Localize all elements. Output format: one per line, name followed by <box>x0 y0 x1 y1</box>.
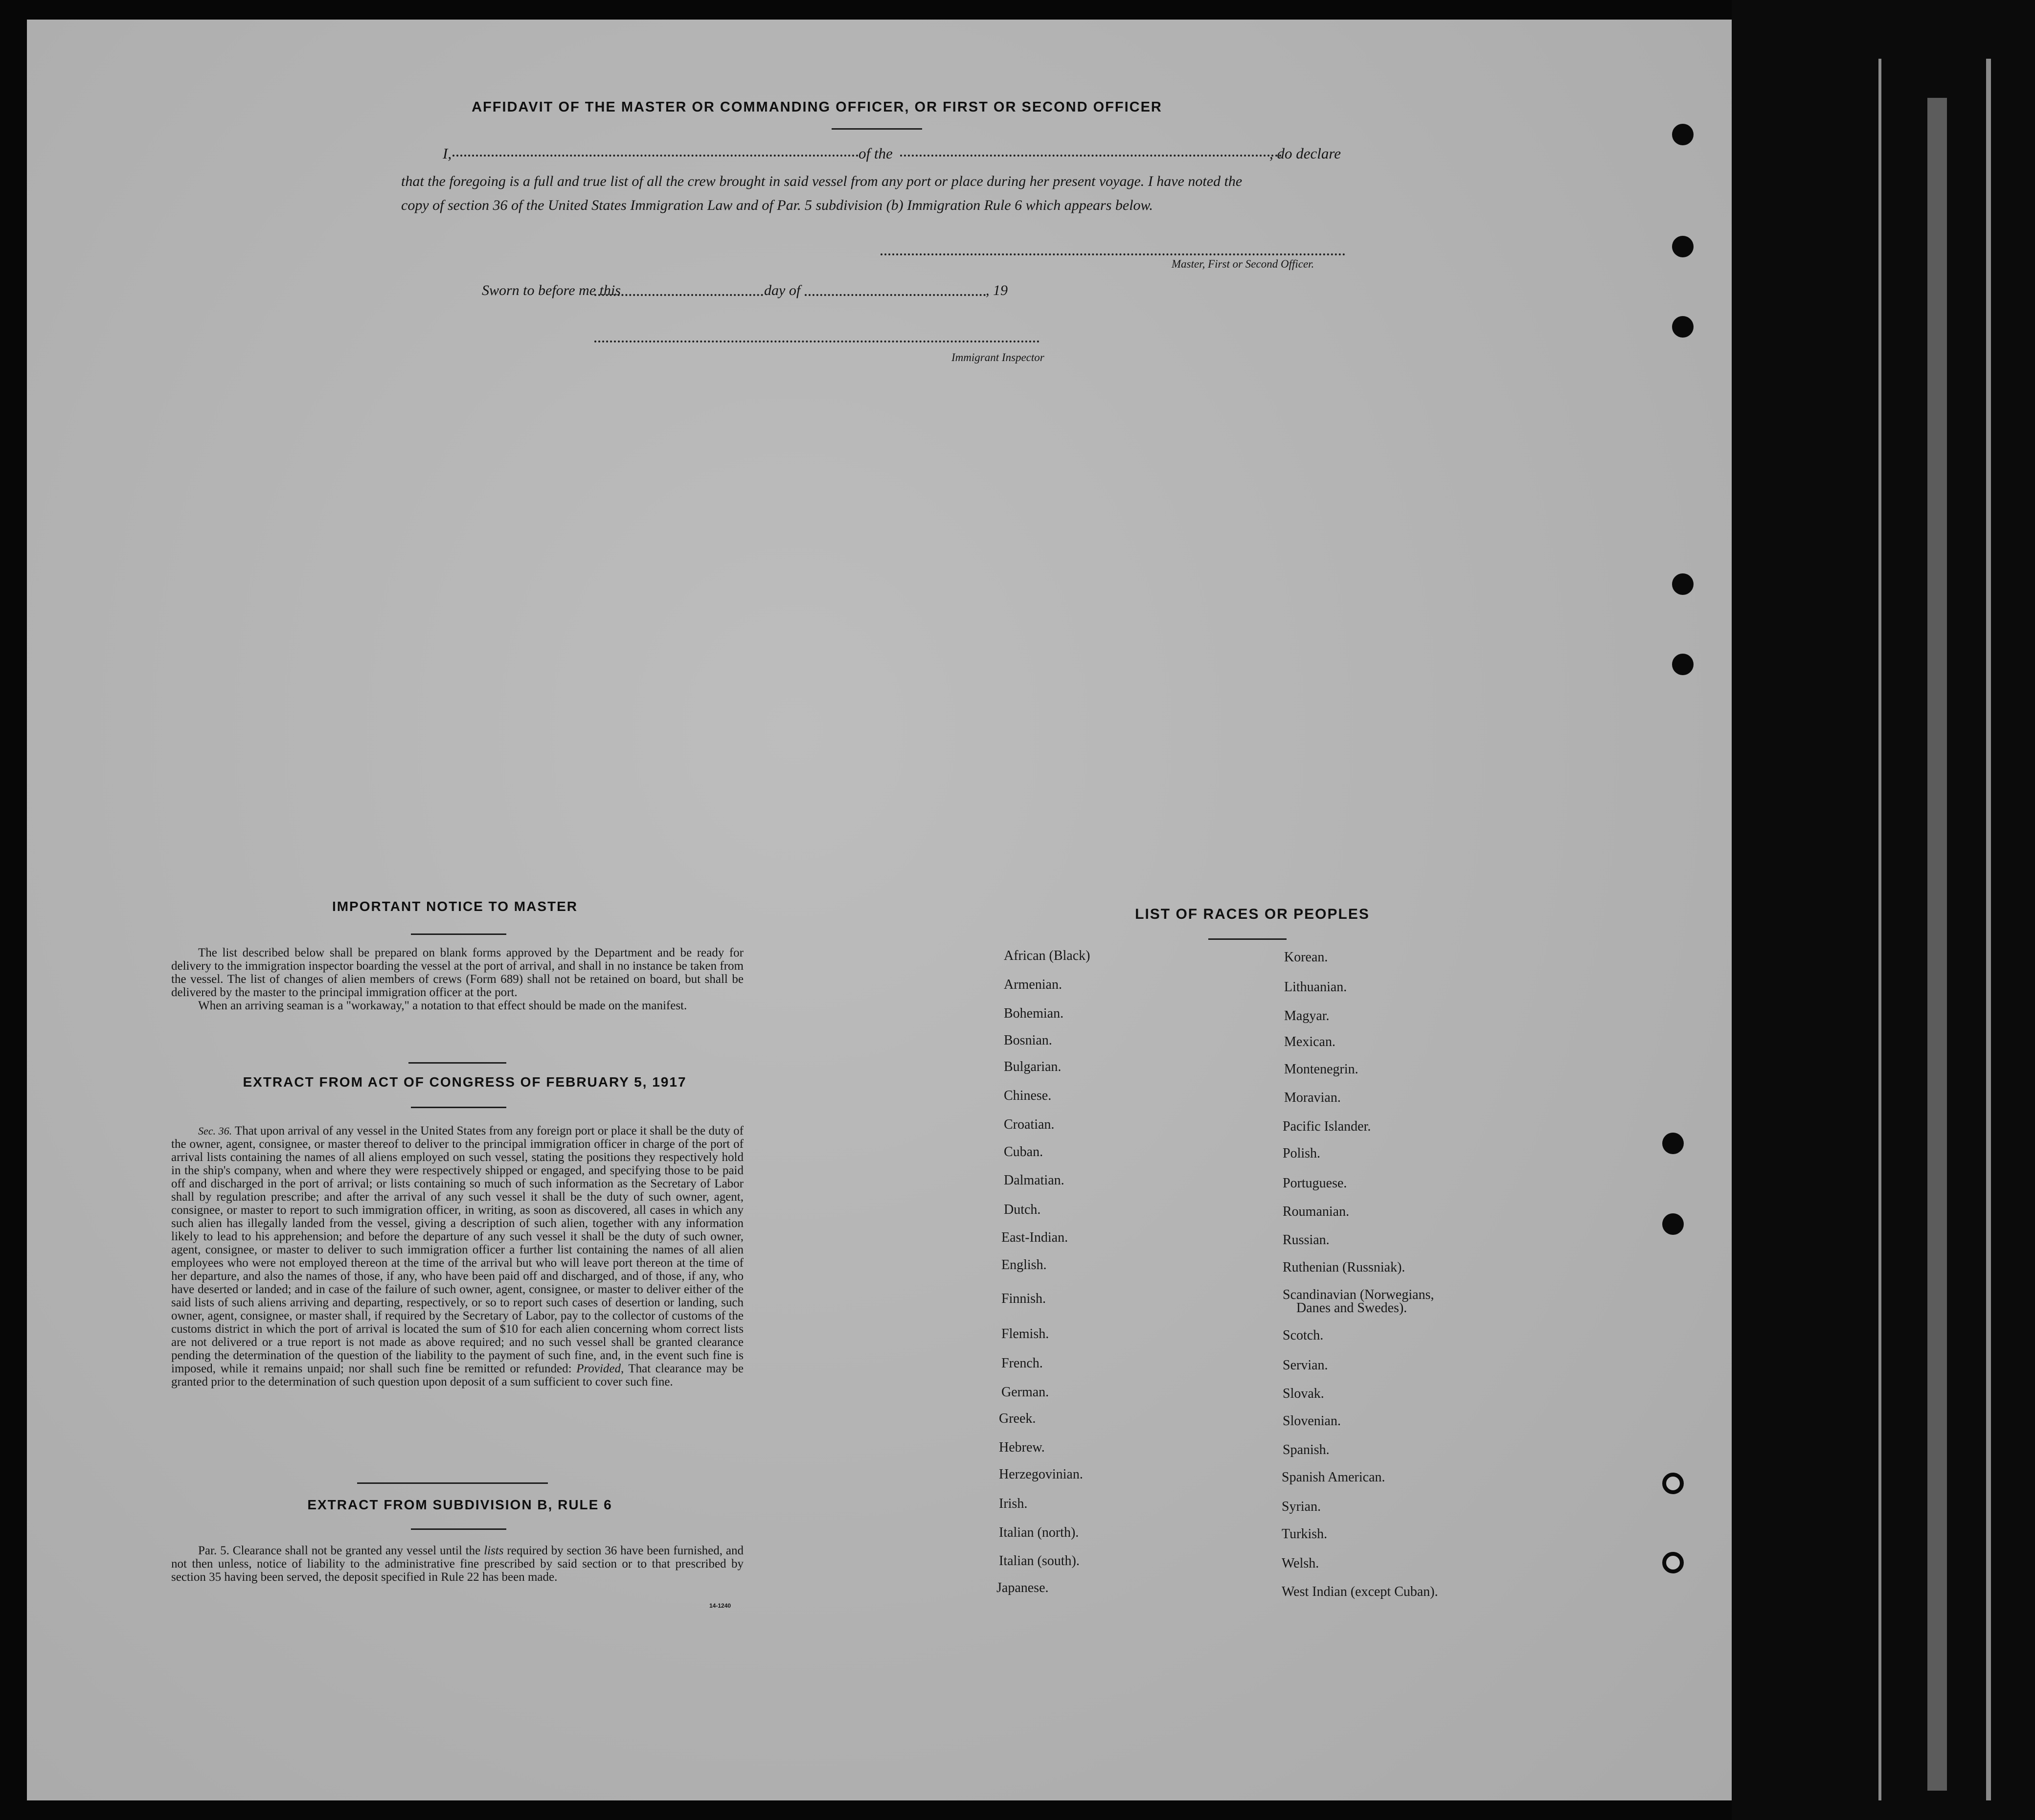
day-of-label: day of <box>764 282 801 298</box>
punch-hole <box>1672 316 1694 338</box>
race-item: Japanese. <box>996 1580 1049 1595</box>
race-item: Spanish. <box>1283 1442 1330 1457</box>
binding-edge <box>1732 0 2035 1820</box>
race-item: Danes and Swedes). <box>1296 1300 1407 1316</box>
provided-label: Provided, <box>576 1362 624 1375</box>
page-edge-line <box>1878 59 1881 1800</box>
punch-hole <box>1662 1552 1684 1573</box>
inspector-caption: Immigrant Inspector <box>951 351 1044 364</box>
race-item: Bohemian. <box>1004 1006 1064 1021</box>
year-label: , 19 <box>986 282 1008 298</box>
extract-act-body <box>171 1124 744 1388</box>
race-item: Moravian. <box>1284 1090 1341 1105</box>
race-item: Montenegrin. <box>1284 1062 1358 1077</box>
race-item: Dalmatian. <box>1004 1173 1064 1188</box>
race-item: Chinese. <box>1004 1088 1052 1103</box>
punch-hole <box>1662 1213 1684 1235</box>
title-rule <box>832 128 922 130</box>
notice-paragraph-2: When an arriving seaman is a "workaway," a notation to that effect should be made on the manifest. <box>198 999 687 1012</box>
extract-rule-rule <box>411 1528 506 1530</box>
race-item: East-Indian. <box>1001 1230 1068 1245</box>
extract-rule-body <box>171 1544 744 1584</box>
race-item: French. <box>1001 1356 1043 1371</box>
punch-hole <box>1672 236 1694 257</box>
race-item: Pacific Islander. <box>1283 1119 1371 1134</box>
race-item: Scotch. <box>1283 1328 1324 1343</box>
page-edge-band <box>1927 98 1947 1791</box>
race-item: Finnish. <box>1001 1291 1046 1306</box>
race-item: Syrian. <box>1282 1499 1321 1514</box>
race-item: Hebrew. <box>999 1440 1045 1455</box>
rule-text-part-1: Par. 5. Clearance shall not be granted any vessel until the <box>198 1544 481 1557</box>
race-item: Polish. <box>1283 1146 1321 1161</box>
extract-act-title: EXTRACT FROM ACT OF CONGRESS OF FEBRUARY 5, 1917 <box>243 1074 687 1090</box>
race-item: Greek. <box>999 1411 1036 1426</box>
race-item: Scandinavian (Norwegians, <box>1283 1287 1434 1302</box>
race-item: Korean. <box>1284 950 1328 965</box>
form-number: 14-1240 <box>709 1602 731 1609</box>
race-item: West Indian (except Cuban). <box>1282 1584 1438 1599</box>
race-item: Italian (south). <box>999 1553 1080 1569</box>
punch-hole <box>1672 654 1694 675</box>
race-item: Mexican. <box>1284 1034 1335 1049</box>
race-item: Irish. <box>999 1496 1028 1511</box>
race-item: Croatian. <box>1004 1117 1055 1132</box>
affidavit-line-2: that the foregoing is a full and true list of all the crew brought in said vessel from any port or place during her present voyage. I have noted the <box>401 173 1243 189</box>
race-item: Magyar. <box>1284 1008 1330 1024</box>
page-edge-line <box>1986 59 1991 1800</box>
section-label: Sec. 36. <box>198 1125 232 1137</box>
race-item: Italian (north). <box>999 1525 1079 1540</box>
race-item: Russian. <box>1283 1232 1330 1248</box>
rule-lists-word: lists <box>484 1544 504 1557</box>
affidavit-line-3: copy of section 36 of the United States Immigration Law and of Par. 5 subdivision (b) Immigration Rule 6 which appears below. <box>401 197 1153 213</box>
race-item: Herzegovinian. <box>999 1467 1083 1482</box>
punch-hole <box>1662 1133 1684 1154</box>
section-36-text: That upon arrival of any vessel in the United States from any foreign port or place it shall be the duty of the owner, agent, consignee, or master thereof to deliver to the principal immigration officer in charge of the port of arrival lists containing the names of all aliens employed on such vessel, stating the positions they respectively hold in the ship's company, when and where they were respectively shipped or engaged, and specifying those to be paid off and discharged in the port of arrival; or lists containing so much of such information as the Secretary of Labor shall by regulation prescribe; and after the arrival of any such vessel it shall be the duty of such owner, agent, consignee, or master to report to such immigration officer, in writing, as soon as discovered, all cases in which any such alien has illegally landed from the vessel, giving a description of such alien, together with any information likely to lead to his apprehension; and before the departure of any such vessel it shall be the duty of such owner, agent, consignee, or master to deliver to such immigration officer a further list containing the names of all alien employees who were not employed thereon at the time of the arrival but who will leave port thereon at the time of her departure, and also the names of those, if any, who have been paid off and discharged, and of those, if any, who have deserted or landed; and in case of the failure of such owner, agent, consignee, or master to deliver either of the said lists of such aliens arriving and departing, respectively, or so to report such cases of desertion or landing, such owner, agent, consignee, or master shall, if required by the Secretary of Labor, pay to the collector of customs of the customs district in which the port of arrival is located the sum of $10 for each alien concerning whom correct lists are not delivered or a true report is not made as above required; and no such vessel shall be granted clearance pending the determination of the question of the liability to the payment of such fine, and, in the event such fine is imposed, while it remains unpaid; nor shall such fine be remitted or refunded: <box>171 1124 744 1375</box>
race-item: Roumanian. <box>1283 1204 1350 1219</box>
affidavit-title: AFFIDAVIT OF THE MASTER OR COMMANDING OFFICER, OR FIRST OR SECOND OFFICER <box>472 99 1162 115</box>
race-item: Slovenian. <box>1283 1413 1341 1429</box>
race-item: Ruthenian (Russniak). <box>1283 1260 1405 1275</box>
i-label: I, <box>443 145 452 162</box>
race-item: Bulgarian. <box>1004 1059 1062 1074</box>
race-item: Flemish. <box>1001 1326 1049 1342</box>
of-the-label: of the <box>859 145 893 162</box>
section-36-tail: That clearance may be granted prior to the determination of such question upon deposit of a sum sufficient to cover such fine. <box>171 1362 744 1388</box>
race-item: African (Black) <box>1004 948 1090 963</box>
race-item: Portuguese. <box>1283 1176 1347 1191</box>
notice-title: IMPORTANT NOTICE TO MASTER <box>332 899 578 914</box>
race-item: Dutch. <box>1004 1202 1041 1217</box>
extract-rule-title: EXTRACT FROM SUBDIVISION B, RULE 6 <box>307 1497 612 1512</box>
punch-hole <box>1672 124 1694 145</box>
race-item: Lithuanian. <box>1284 979 1347 995</box>
extract-act-rule <box>411 1107 506 1108</box>
name-field-line[interactable] <box>452 155 859 157</box>
sworn-month-field-line[interactable] <box>805 294 986 296</box>
rule-text-part-2: required by section 36 have been furnished, and not then unless, notice of liability to the administrative fine prescribed by said section or to that prescribed by section 35 having been served, the deposit specified in Rule 22 has been made. <box>171 1544 744 1584</box>
race-item: Welsh. <box>1282 1556 1319 1571</box>
race-item: German. <box>1001 1385 1049 1400</box>
inspector-signature-line[interactable] <box>594 341 1040 342</box>
punch-hole <box>1662 1473 1684 1494</box>
vessel-field-line[interactable] <box>900 155 1282 157</box>
notice-paragraph-1: The list described below shall be prepared on blank forms approved by the Department and be ready for delivery to the immigration inspector boarding the vessel at the port of arrival, and shall in no instance be taken from the vessel. The list of changes of alien members of crews (Form 689) shall not be retained on board, but shall be delivered by the master to the principal immigration officer at the port. <box>171 946 744 999</box>
race-item: Cuban. <box>1004 1144 1043 1160</box>
punch-hole <box>1672 573 1694 595</box>
sworn-day-field-line[interactable] <box>594 294 763 296</box>
races-title: LIST OF RACES OR PEOPLES <box>1135 906 1370 922</box>
master-caption: Master, First or Second Officer. <box>1172 258 1314 270</box>
do-declare-label: , do declare <box>1269 145 1341 162</box>
race-item: English. <box>1001 1257 1047 1273</box>
race-item: Armenian. <box>1004 977 1062 992</box>
race-item: Spanish American. <box>1282 1470 1385 1485</box>
notice-rule <box>411 933 506 935</box>
sworn-label: Sworn to before me this <box>482 282 621 298</box>
notice-body <box>171 946 744 1012</box>
race-item: Slovak. <box>1283 1386 1324 1401</box>
section-rule <box>408 1062 506 1064</box>
race-item: Bosnian. <box>1004 1033 1052 1048</box>
race-item: Servian. <box>1283 1358 1328 1373</box>
section-rule <box>357 1482 548 1484</box>
race-item: Turkish. <box>1282 1526 1328 1542</box>
master-signature-line[interactable] <box>881 253 1345 255</box>
races-rule <box>1208 938 1287 940</box>
document-page <box>27 20 1732 1800</box>
